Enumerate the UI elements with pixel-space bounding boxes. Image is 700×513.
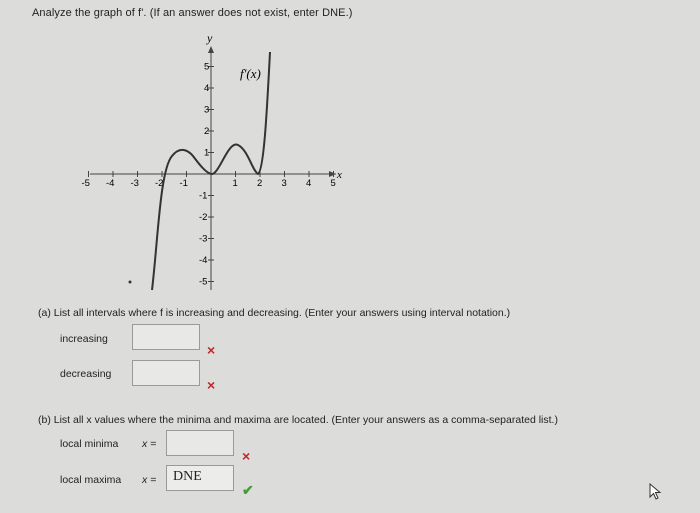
local-maxima-input[interactable]: DNE: [166, 465, 234, 491]
x-tick-label: 5: [330, 178, 336, 189]
decreasing-wrong-icon: ×: [207, 377, 216, 393]
maxima-x-equals: x =: [142, 474, 157, 486]
increasing-label: increasing: [60, 333, 108, 345]
x-tick-label: 3: [281, 178, 287, 189]
y-tick-label: 4: [204, 83, 210, 94]
decreasing-input[interactable]: [132, 360, 200, 386]
y-tick-label: 1: [204, 147, 210, 159]
y-tick-label: -5: [199, 276, 208, 288]
decreasing-label: decreasing: [60, 368, 112, 380]
x-tick-label: -1: [179, 178, 188, 189]
increasing-input[interactable]: [132, 324, 200, 350]
part-b-instruction: (b) List all x values where the minima and maxima are located. (Enter your answers as a comma-separated list.): [38, 414, 558, 426]
x-tick-label: -4: [106, 178, 115, 189]
y-tick-label: 2: [204, 126, 210, 137]
local-maxima-label: local maxima: [60, 474, 122, 486]
y-tick-label: -3: [199, 233, 208, 245]
y-tick-label: -2: [199, 212, 208, 223]
y-tick-label: 3: [204, 104, 210, 116]
local-minima-input[interactable]: [166, 430, 234, 456]
x-tick-label: -3: [130, 178, 139, 189]
stray-dot: [129, 281, 132, 284]
y-tick-label: -4: [199, 255, 208, 266]
increasing-wrong-icon: ×: [207, 342, 216, 358]
minima-wrong-icon: ×: [242, 448, 251, 464]
y-tick-label: 5: [204, 61, 210, 73]
y-tick-label: -1: [199, 190, 208, 202]
y-axis-arrow: [208, 46, 214, 53]
x-axis-label: x: [337, 169, 342, 181]
y-axis-label: y: [207, 31, 213, 45]
x-tick-label: -2: [155, 178, 164, 189]
curve-label: f'(x): [240, 66, 261, 81]
x-tick-label: 4: [306, 178, 312, 189]
x-tick-label: 1: [232, 178, 238, 189]
part-a-instruction: (a) List all intervals where f is increasing and decreasing. (Enter your answers using interval notation.): [38, 307, 511, 319]
x-tick-label: -5: [81, 178, 90, 189]
local-minima-label: local minima: [60, 438, 119, 450]
minima-x-equals: x =: [142, 438, 157, 450]
question-prompt: Analyze the graph of f'. (If an answer does not exist, enter DNE.): [32, 7, 353, 19]
x-tick-label: 2: [257, 178, 263, 189]
pointer-cursor-icon: [648, 483, 664, 501]
x-axis-arrow: [329, 171, 336, 177]
maxima-correct-icon: ✔: [242, 482, 254, 498]
